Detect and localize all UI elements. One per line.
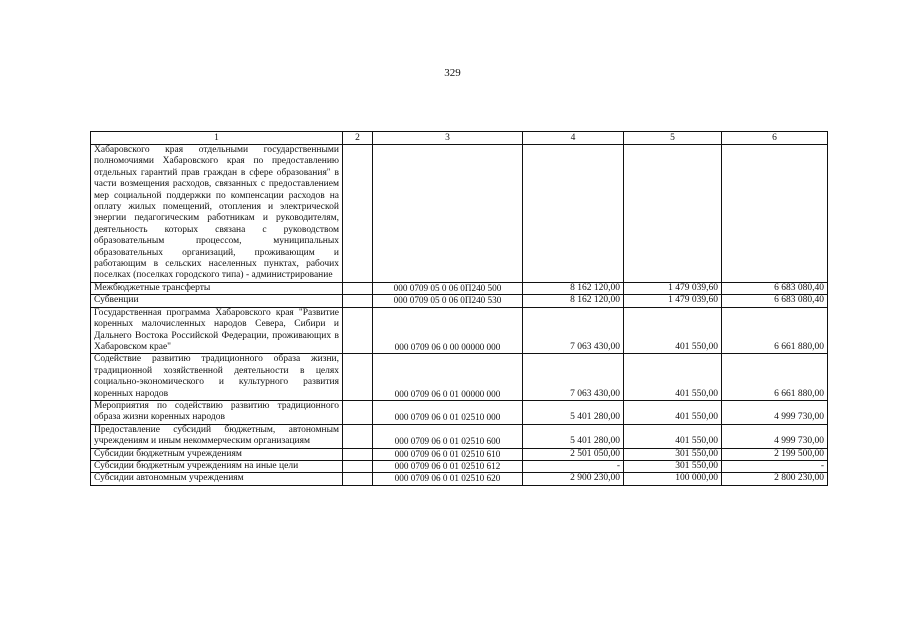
row-value-6 (722, 145, 828, 283)
row-value-6: 4 999 730,00 (722, 400, 828, 424)
row-code: 000 0709 06 0 01 02510 000 (373, 400, 523, 424)
row-name: Содействие развитию традиционного образа жизни, традиционной хозяйственной деятельности в целях социально-экономического и культурного развития коренных народов (91, 354, 343, 401)
row-value-4: 2 501 050,00 (523, 448, 624, 460)
row-col2 (343, 282, 373, 294)
row-value-6: 4 999 730,00 (722, 424, 828, 448)
row-value-4: - (523, 460, 624, 472)
table-row (91, 295, 828, 307)
row-value-4: 7 063 430,00 (523, 307, 624, 354)
budget-table (90, 131, 828, 486)
table-row (91, 473, 828, 485)
table-row (91, 354, 828, 401)
table-row (91, 282, 828, 294)
row-col2 (343, 460, 373, 472)
column-header: 1 (91, 132, 343, 145)
row-value-4: 5 401 280,00 (523, 400, 624, 424)
row-col2 (343, 145, 373, 283)
row-code (373, 145, 523, 283)
table-row (91, 400, 828, 424)
row-col2 (343, 354, 373, 401)
row-value-5: 301 550,00 (624, 448, 722, 460)
row-value-5: 100 000,00 (624, 473, 722, 485)
row-value-4: 7 063 430,00 (523, 354, 624, 401)
row-code: 000 0709 06 0 01 00000 000 (373, 354, 523, 401)
row-name: Субвенции (91, 295, 343, 307)
row-value-6: 6 683 080,40 (722, 282, 828, 294)
row-col2 (343, 424, 373, 448)
table-row (91, 145, 828, 283)
row-value-4: 8 162 120,00 (523, 282, 624, 294)
table-row (91, 424, 828, 448)
row-value-5: 1 479 039,60 (624, 282, 722, 294)
row-name: Хабаровского края отдельными государственными полномочиями Хабаровского края по предоставлению отдельных гарантий прав граждан в сфере образования" в части возмещения расходов, связанных с предоставлением мер социальной поддержки по компенсации расходов на оплату жилых помещений, отопления и электрической энергии педагогическим работникам и руководителям, деятельность которых связана с руководством образовательным процессом, муниципальных образовательных организаций, проживающим и работающим в сельских населенных пунктах, рабочих поселках (поселках городского типа) - администрирование (91, 145, 343, 283)
row-code: 000 0709 06 0 01 02510 600 (373, 424, 523, 448)
row-code: 000 0709 06 0 01 02510 620 (373, 473, 523, 485)
row-value-5: 401 550,00 (624, 354, 722, 401)
row-value-5: 401 550,00 (624, 307, 722, 354)
row-value-5: 301 550,00 (624, 460, 722, 472)
column-header: 2 (343, 132, 373, 145)
row-value-4: 5 401 280,00 (523, 424, 624, 448)
row-name: Предоставление субсидий бюджетным, автономным учреждениям и иным некоммерческим организациям (91, 424, 343, 448)
row-name: Мероприятия по содействию развитию традиционного образа жизни коренных народов (91, 400, 343, 424)
row-value-4: 8 162 120,00 (523, 295, 624, 307)
row-col2 (343, 400, 373, 424)
row-value-4 (523, 145, 624, 283)
row-name: Субсидии бюджетным учреждениям на иные цели (91, 460, 343, 472)
table-row (91, 448, 828, 460)
row-value-4: 2 900 230,00 (523, 473, 624, 485)
row-code: 000 0709 06 0 01 02510 610 (373, 448, 523, 460)
column-header: 5 (624, 132, 722, 145)
column-header: 4 (523, 132, 624, 145)
row-code: 000 0709 05 0 06 0П240 530 (373, 295, 523, 307)
row-value-5: 401 550,00 (624, 400, 722, 424)
row-value-6: 2 800 230,00 (722, 473, 828, 485)
table-header-row (91, 132, 828, 145)
row-col2 (343, 295, 373, 307)
row-value-5: 401 550,00 (624, 424, 722, 448)
row-value-5 (624, 145, 722, 283)
row-value-5: 1 479 039,60 (624, 295, 722, 307)
row-value-6: 6 683 080,40 (722, 295, 828, 307)
row-value-6: 6 661 880,00 (722, 354, 828, 401)
page-number: 329 (444, 67, 461, 79)
row-code: 000 0709 06 0 01 02510 612 (373, 460, 523, 472)
table-row (91, 307, 828, 354)
row-code: 000 0709 05 0 06 0П240 500 (373, 282, 523, 294)
table-row (91, 460, 828, 472)
row-col2 (343, 307, 373, 354)
row-value-6: - (722, 460, 828, 472)
row-col2 (343, 473, 373, 485)
row-name: Государственная программа Хабаровского края "Развитие коренных малочисленных народов Севера, Сибири и Дальнего Востока Российской Федерации, проживающих в Хабаровском крае" (91, 307, 343, 354)
row-col2 (343, 448, 373, 460)
row-name: Межбюджетные трансферты (91, 282, 343, 294)
row-name: Субсидии автономным учреждениям (91, 473, 343, 485)
row-code: 000 0709 06 0 00 00000 000 (373, 307, 523, 354)
row-value-6: 2 199 500,00 (722, 448, 828, 460)
column-header: 3 (373, 132, 523, 145)
row-value-6: 6 661 880,00 (722, 307, 828, 354)
row-name: Субсидии бюджетным учреждениям (91, 448, 343, 460)
column-header: 6 (722, 132, 828, 145)
